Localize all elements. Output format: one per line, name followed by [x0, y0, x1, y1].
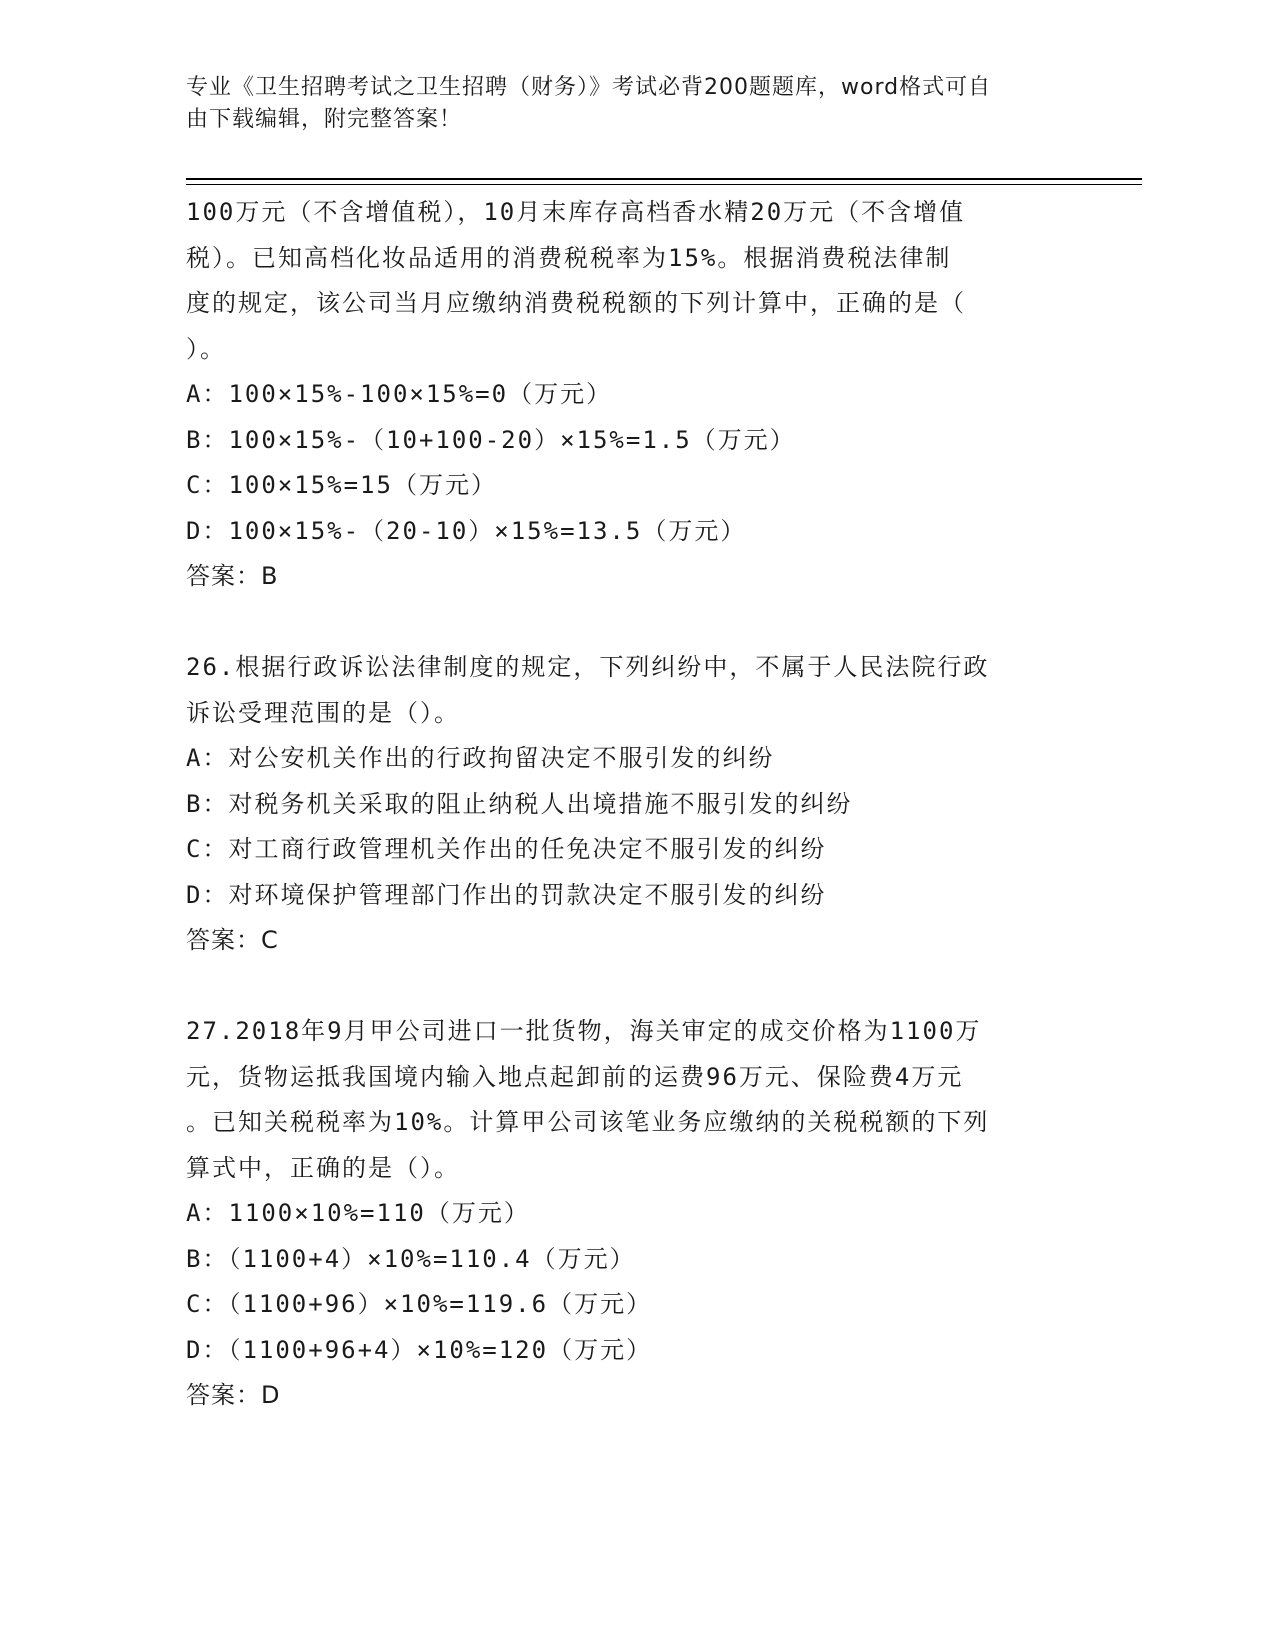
question-stem-line: 元，货物运抵我国境内输入地点起卸前的运费96万元、保险费4万元 [186, 1062, 964, 1091]
header-rule-thin [186, 184, 1142, 185]
header-title-line-2: 由下载编辑，附完整答案！ [186, 107, 463, 132]
option-b: B：对税务机关采取的阻止纳税人出境措施不服引发的纠纷 [186, 789, 853, 818]
answer: 答案：D [186, 1381, 281, 1409]
option-d: D：100×15%-（20-10）×15%=13.5（万元） [186, 516, 747, 545]
header-rule-thick [186, 178, 1142, 180]
spacer [186, 600, 1086, 646]
header-title-line-1: 专业《卫生招聘考试之卫生招聘（财务）》考试必背200题题库，word格式可自 [186, 75, 992, 100]
option-a: A：100×15%-100×15%=0（万元） [186, 380, 613, 408]
question-26 [186, 645, 1086, 964]
option-a: A：1100×10%=110（万元） [186, 1199, 530, 1227]
question-stem-line: 税）。已知高档化妆品适用的消费税税率为15%。根据消费税法律制 [186, 243, 952, 272]
option-c: C：（1100+96）×10%=119.6（万元） [186, 1290, 653, 1318]
question-stem-line: 。已知关税税率为10%。计算甲公司该笔业务应缴纳的关税税额的下列 [186, 1108, 990, 1136]
option-c: C：对工商行政管理机关作出的任免决定不服引发的纠纷 [186, 835, 827, 863]
answer: 答案：B [186, 562, 279, 590]
question-stem-line: 度的规定，该公司当月应缴纳消费税税额的下列计算中，正确的是（ [186, 289, 966, 317]
question-stem-line: 27.2018年9月甲公司进口一批货物，海关审定的成交价格为1100万 [186, 1017, 982, 1045]
question-25 [186, 190, 1086, 600]
question-content [186, 190, 1086, 1419]
question-stem-line: 算式中，正确的是（）。 [186, 1153, 460, 1182]
question-stem-line: 诉讼受理范围的是（）。 [186, 698, 460, 727]
option-d: D：对环境保护管理部门作出的罚款决定不服引发的纠纷 [186, 880, 827, 909]
option-d: D：（1100+96+4）×10%=120（万元） [186, 1335, 653, 1364]
spacer [186, 964, 1086, 1010]
option-a: A：对公安机关作出的行政拘留决定不服引发的纠纷 [186, 744, 775, 772]
option-c: C：100×15%=15（万元） [186, 471, 497, 499]
option-b: B：100×15%-（10+100-20）×15%=1.5（万元） [186, 425, 796, 454]
document-header [186, 72, 1076, 136]
question-27 [186, 1009, 1086, 1419]
question-stem-line: 26.根据行政诉讼法律制度的规定，下列纠纷中，不属于人民法院行政 [186, 653, 990, 681]
question-stem-line: ）。 [186, 334, 226, 363]
question-stem-line: 100万元（不含增值税），10月末库存高档香水精20万元（不含增值 [186, 198, 966, 226]
option-b: B：（1100+4）×10%=110.4（万元） [186, 1244, 636, 1273]
answer: 答案：C [186, 926, 279, 954]
